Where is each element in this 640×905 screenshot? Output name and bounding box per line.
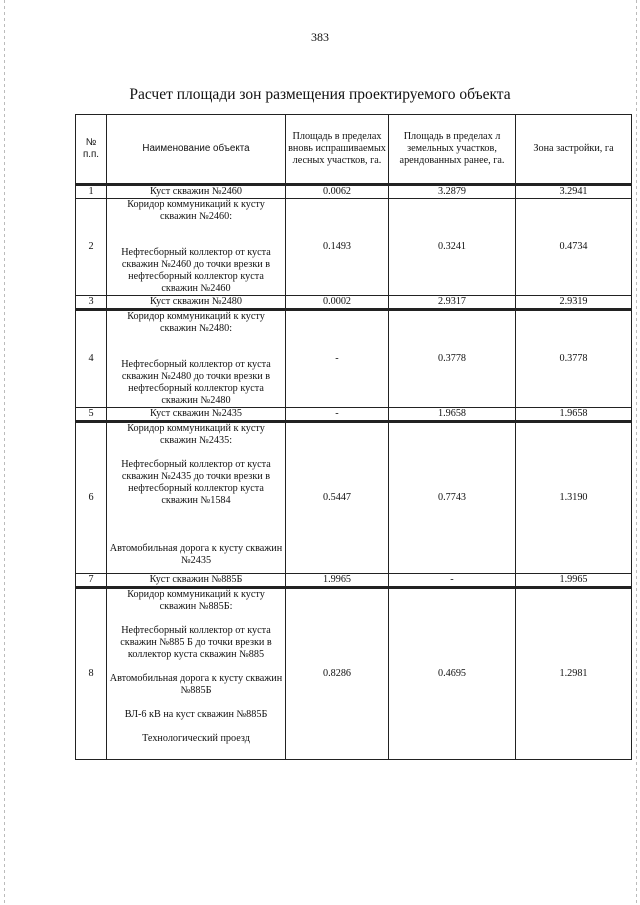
name-line: Нефтесборный коллектор от куста скважин №2460 до точки врезки в нефтесборный коллектор куста скважин №2460 (121, 247, 271, 294)
row-leased-area: 2.9317 (389, 296, 516, 310)
row-name (107, 574, 286, 588)
row-num: 2 (76, 199, 107, 296)
row-zone: 1.2981 (516, 588, 632, 760)
name-line: Автомобильная дорога к кусту скважин №2435 (109, 543, 283, 566)
row-new-area: 0.8286 (286, 588, 389, 760)
name-line: Коридор коммуникаций к кусту скважин №2460: (127, 199, 265, 222)
header-num: № п.п. (76, 115, 107, 185)
name-line: Технологический проезд (142, 733, 250, 744)
document-title: Расчет площади зон размещения проектируемого объекта (129, 86, 511, 103)
name-line: Коридор коммуникаций к кусту скважин №2480: (127, 311, 265, 334)
name-line: ВЛ-6 кВ на куст скважин №885Б (124, 709, 268, 720)
area-table (75, 114, 632, 760)
header-leased-area: Площадь в пределах л земельных участков, арендованных ранее, га. (389, 115, 516, 185)
table-row (76, 588, 632, 760)
row-num: 6 (76, 422, 107, 574)
table-row (76, 199, 632, 296)
header-name: Наименование объекта (107, 115, 286, 185)
table-row (76, 310, 632, 408)
row-name (107, 310, 286, 408)
row-new-area: - (286, 408, 389, 422)
row-leased-area: - (389, 574, 516, 588)
row-new-area: 1.9965 (286, 574, 389, 588)
table-row (76, 185, 632, 199)
row-num: 7 (76, 574, 107, 588)
table-header-row (76, 115, 632, 185)
row-new-area: 0.0002 (286, 296, 389, 310)
table-row (76, 422, 632, 574)
name-line: Куст скважин №2480 (150, 296, 242, 307)
table-row (76, 296, 632, 310)
name-line: Нефтесборный коллектор от куста скважин №2435 до точки врезки в нефтесборный коллектор куста скважин №1584 (121, 459, 271, 506)
row-zone: 3.2941 (516, 185, 632, 199)
row-zone: 1.9658 (516, 408, 632, 422)
row-zone: 2.9319 (516, 296, 632, 310)
table-row (76, 574, 632, 588)
row-leased-area: 1.9658 (389, 408, 516, 422)
page-edge-right (636, 0, 637, 905)
row-name (107, 185, 286, 199)
name-line: Куст скважин №2435 (150, 408, 242, 419)
row-num: 4 (76, 310, 107, 408)
row-zone: 1.3190 (516, 422, 632, 574)
name-line: Нефтесборный коллектор от куста скважин №2480 до точки врезки в нефтесборный коллектор куста скважин №2480 (121, 359, 271, 406)
name-line: Нефтесборный коллектор от куста скважин №885 Б до точки врезки в коллектор куста скважин №885 (120, 625, 272, 660)
page-edge-left (4, 0, 5, 905)
header-new-area: Площадь в пределах вновь испрашиваемых лесных участков, га. (286, 115, 389, 185)
row-new-area: 0.1493 (286, 199, 389, 296)
row-new-area: 0.5447 (286, 422, 389, 574)
row-name (107, 588, 286, 760)
row-num: 3 (76, 296, 107, 310)
row-zone: 1.9965 (516, 574, 632, 588)
row-leased-area: 0.7743 (389, 422, 516, 574)
row-num: 5 (76, 408, 107, 422)
table-row (76, 408, 632, 422)
name-line: Коридор коммуникаций к кусту скважин №885Б: (127, 589, 265, 612)
row-name (107, 422, 286, 574)
name-line: Куст скважин №2460 (150, 186, 242, 197)
row-leased-area: 0.3241 (389, 199, 516, 296)
row-name (107, 199, 286, 296)
row-num: 8 (76, 588, 107, 760)
page-number: 383 (311, 30, 329, 44)
row-zone: 0.3778 (516, 310, 632, 408)
name-line: Куст скважин №885Б (149, 574, 243, 585)
row-num: 1 (76, 185, 107, 199)
row-name (107, 408, 286, 422)
row-leased-area: 0.4695 (389, 588, 516, 760)
header-zone: Зона застройки, га (516, 115, 632, 185)
name-line: Автомобильная дорога к кусту скважин №885Б (109, 673, 283, 696)
row-new-area: 0.0062 (286, 185, 389, 199)
row-zone: 0.4734 (516, 199, 632, 296)
row-name (107, 296, 286, 310)
row-new-area: - (286, 310, 389, 408)
name-line: Коридор коммуникаций к кусту скважин №2435: (127, 423, 265, 446)
row-leased-area: 3.2879 (389, 185, 516, 199)
row-leased-area: 0.3778 (389, 310, 516, 408)
